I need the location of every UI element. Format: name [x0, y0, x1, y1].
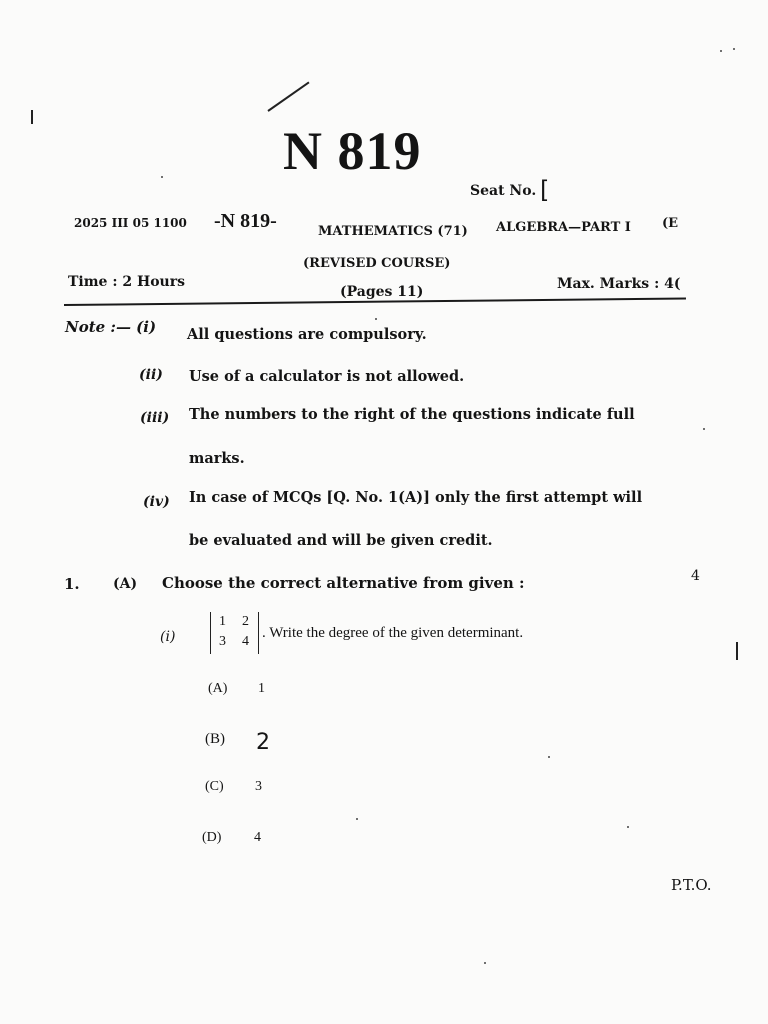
sub-question-number: (i) [160, 629, 176, 645]
max-marks: Max. Marks : 4( [557, 276, 681, 292]
question-marks: 4 [691, 568, 700, 584]
scan-speck [375, 318, 377, 320]
seat-number-box: [ [540, 176, 550, 204]
scan-mark [31, 110, 33, 124]
note-number: (iii) [140, 410, 170, 426]
paper-code-title: N 819 [283, 121, 422, 181]
scan-speck [548, 756, 550, 758]
option-value: 4 [254, 830, 261, 845]
note-label: Note :— (i) [65, 318, 157, 336]
pen-stroke-mark [267, 82, 309, 112]
note-item: The numbers to the right of the questions indicate full [189, 406, 635, 423]
determinant-entry: 1 [219, 614, 226, 629]
option-label: (A) [208, 681, 228, 696]
option-value: 2 [256, 730, 270, 755]
scan-speck [703, 428, 705, 430]
option-value: 3 [255, 779, 262, 794]
scan-speck [627, 826, 629, 828]
determinant-entry: 3 [219, 634, 226, 649]
paper-medium: (E [662, 216, 679, 231]
seat-number-label: Seat No. [470, 183, 537, 199]
scan-speck [356, 818, 358, 820]
question-instruction: Choose the correct alternative from given : [162, 574, 525, 592]
paper-code-inline: -N 819- [214, 210, 277, 232]
scan-speck [161, 176, 163, 178]
option-label: (D) [202, 830, 222, 845]
note-item: All questions are compulsory. [187, 326, 427, 343]
option-value: 1 [258, 681, 265, 696]
note-item: Use of a calculator is not allowed. [189, 368, 465, 385]
determinant-entry: 4 [242, 634, 249, 649]
option-label: (B) [205, 731, 225, 747]
note-item: be evaluated and will be given credit. [189, 532, 493, 549]
question-part: (A) [113, 576, 138, 592]
note-item: marks. [189, 450, 245, 467]
exam-code-line: 2025 III 05 1100 [74, 216, 187, 230]
note-number: (iv) [143, 494, 170, 510]
paper-part: ALGEBRA—PART I [496, 220, 631, 235]
scan-mark [736, 642, 738, 660]
question-number: 1. [64, 575, 80, 593]
scan-speck [720, 50, 722, 52]
page-turn-over: P.T.O. [671, 876, 712, 894]
note-number: (ii) [139, 367, 163, 383]
determinant [210, 612, 259, 654]
determinant-entry: 2 [242, 614, 249, 629]
sub-question-text: . Write the degree of the given determinant. [262, 625, 524, 641]
course-type: (REVISED COURSE) [303, 256, 451, 271]
note-item: In case of MCQs [Q. No. 1(A)] only the first attempt will [189, 489, 643, 506]
subject-name: MATHEMATICS (71) [318, 224, 468, 239]
time-allowed: Time : 2 Hours [68, 274, 185, 290]
scan-speck [484, 962, 486, 964]
scan-speck [733, 48, 735, 50]
page-count: (Pages 11) [340, 284, 424, 300]
option-label: (C) [205, 779, 224, 794]
